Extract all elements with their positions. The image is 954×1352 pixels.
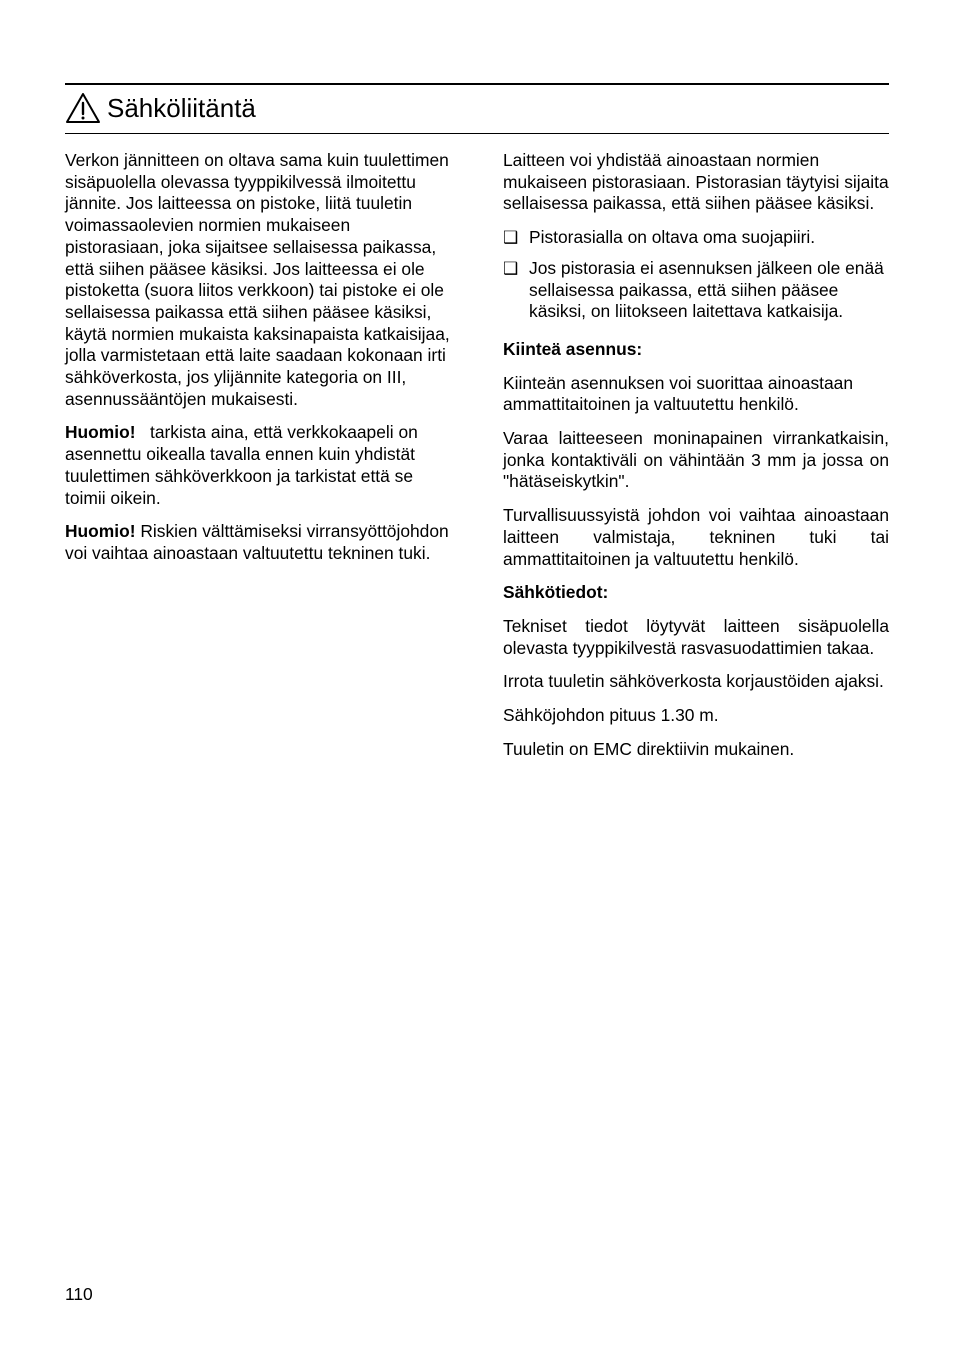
cord-length-paragraph: Sähköjohdon pituus 1.30 m.	[503, 705, 719, 726]
fixed-installation-heading: Kiinteä asennus:	[503, 338, 643, 359]
electrical-data-heading: Sähkötiedot:	[503, 582, 609, 603]
note-cord-replacement	[65, 521, 450, 564]
disconnect-paragraph: Irrota tuuletin sähköverkosta korjaustöiden ajaksi.	[503, 671, 884, 692]
left-column	[65, 150, 450, 577]
page-number: 110	[65, 1284, 93, 1304]
warning-triangle-icon	[65, 92, 101, 124]
fixed-installation-paragraph: Kiinteän asennuksen voi suorittaa ainoastaan ammattitaitoinen ja valtuutettu henkilö.	[503, 372, 853, 415]
socket-intro-paragraph: Laitteen voi yhdistää ainoastaan normien mukaiseen pistorasiaan. Pistorasian täytyisi sijaita sellaisessa paikassa, että siihen pääsee käsiksi.	[503, 150, 889, 214]
list-item	[503, 258, 889, 323]
emc-paragraph: Tuuletin on EMC direktiivin mukainen.	[503, 738, 795, 759]
header-top-rule	[65, 83, 889, 85]
checkbox-bullet-icon: ❑	[503, 228, 519, 248]
voltage-paragraph: Verkon jännitteen on oltava sama kuin tuulettimen sisäpuolella olevassa tyyppikilvessä ilmoitettu jännite. Jos laitteessa on pistoke, liitä tuuletin voimassaolevien normien mukaiseen pistorasiaan, joka sijaitsee sellaisessa paikassa, että siihen pääsee käsiksi. Jos laitteessa ei ole pistoketta (suora liitos verkkoon) tai pistoke ei ole sellaisessa paikassa että siihen pääsee käsiksi, käytä normien mukaista kaksinapaista katkaisijaa, jolla varmistetaan että laite saadaan kokonaan irti sähköverkosta, jos ylijännite kategoria on III, asennussääntöjen mukaisesti.	[65, 150, 450, 409]
page-title: Sähköliitäntä	[107, 93, 256, 123]
section-heading	[65, 89, 256, 127]
note-label: Huomio!	[65, 422, 136, 443]
list-item-text: Jos pistorasia ei asennuksen jälkeen ole enää sellaisessa paikassa, että siihen pääsee käsiksi, on liitokseen laitettava katkaisija.	[529, 257, 884, 322]
checkbox-bullet-icon: ❑	[503, 258, 519, 278]
header-bottom-rule	[65, 133, 889, 134]
right-column	[503, 150, 889, 772]
note-cable-check	[65, 422, 450, 509]
cord-replacement-paragraph: Turvallisuussyistä johdon voi vaihtaa ainoastaan laitteen valmistaja, tekninen tuki tai ammattitaitoinen ja valtuutettu henkilö.	[503, 505, 889, 569]
note-label: Huomio!	[65, 521, 136, 542]
list-item-text: Pistorasialla on oltava oma suojapiiri.	[529, 227, 816, 248]
circuit-breaker-paragraph: Varaa laitteeseen moninapainen virrankatkaisin, jonka kontaktiväli on vähintään 3 mm ja jossa on "hätäseiskytkin".	[503, 428, 889, 492]
note-text: Riskien välttämiseksi virransyöttöjohdon voi vaihtaa ainoastaan valtuutettu tekninen tuki.	[65, 521, 449, 563]
list-item	[503, 227, 889, 249]
technical-data-paragraph: Tekniset tiedot löytyvät laitteen sisäpuolella olevasta tyyppikilvestä rasvasuodattimien takaa.	[503, 615, 889, 658]
note-text: tarkista aina, että verkkokaapeli on asennettu oikealla tavalla ennen kuin yhdistät tuulettimen sähköverkkoon ja tarkistat että se toimii oikein.	[65, 422, 418, 508]
